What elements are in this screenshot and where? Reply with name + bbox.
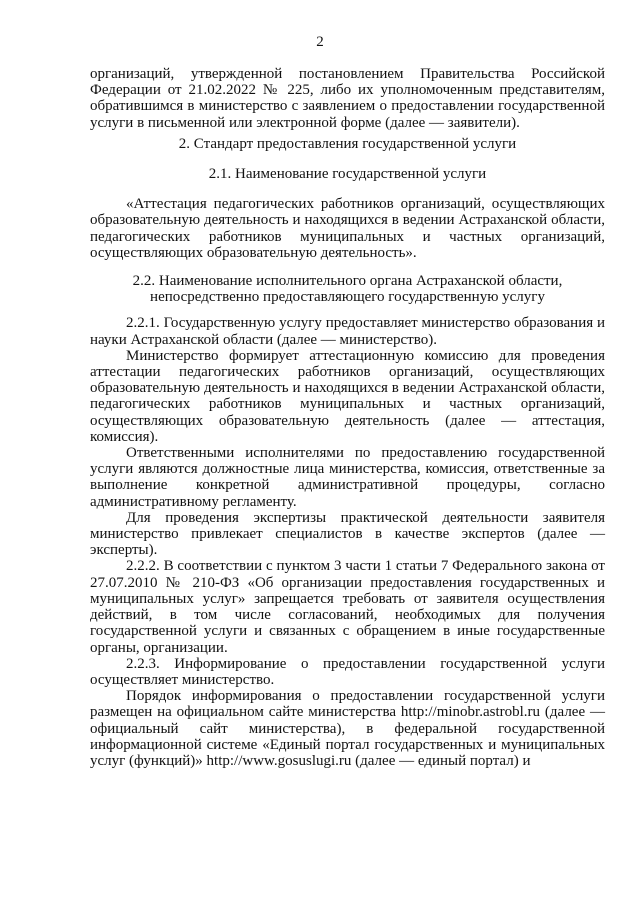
subsection-heading-2-2-line2: непосредственно предоставляющего государственную услугу <box>150 289 545 306</box>
paragraph-commission: Министерство формирует аттестационную комиссию для проведения аттестации педагогических работников организаций, осуществляющих образовательную деятельность и находящихся в ведении Астраханской области, педагогических работников муниципальных и частных организаций, осуществляющих образовательную деятельность (далее — аттестация, комиссия). <box>90 347 605 445</box>
paragraph-responsible: Ответственными исполнителями по предоставлению государственной услуги являются должностные лица министерства, комиссия, ответственные за выполнение конкретной административной процедуры, согласно административному регламенту. <box>90 445 605 510</box>
subsection-heading-2-2 <box>90 273 605 305</box>
paragraph-continuation: организаций, утвержденной постановлением Правительства Российской Федерации от 21.02.2022 № 225, либо их уполномоченным представителям, обратившимся в министерство с заявлением о предоставлении государственной услуги в письменной или электронной форме (далее — заявители). <box>90 66 605 131</box>
paragraph-2-2-1: 2.2.1. Государственную услугу предоставляет министерство образования и науки Астраханской области (далее — министерство). <box>90 315 605 348</box>
page-number: 2 <box>316 34 324 50</box>
paragraph-info-order: Порядок информирования о предоставлении государственной услуги размещен на официальном сайте министерства http://minobr.astrobl.ru (далее — официальный сайт министерства), в федеральной государственной информационной системе «Единый портал государственных и муниципальных услуг (функций)» http://www.gosuslugi.ru (далее — единый портал) и <box>90 688 605 769</box>
paragraph-2-2-3: 2.2.3. Информирование о предоставлении государственной услуги осуществляет министерство. <box>90 655 605 688</box>
paragraph-service-name: «Аттестация педагогических работников организаций, осуществляющих образовательную деятельность и находящихся в ведении Астраханской области, педагогических работников муниципальных и частных организаций, осуществляющих образовательную деятельность». <box>90 196 605 261</box>
subsection-heading-2-2-line1: 2.2. Наименование исполнительного органа Астраханской области, <box>132 273 563 290</box>
paragraph-experts: Для проведения экспертизы практической деятельности заявителя министерство привлекает специалистов в качестве экспертов (далее — эксперты). <box>90 509 605 559</box>
document-body <box>90 66 605 769</box>
section-heading-2: 2. Стандарт предоставления государственной услуги <box>178 135 517 152</box>
subsection-heading-2-1: 2.1. Наименование государственной услуги <box>208 166 487 183</box>
paragraph-2-2-2: 2.2.2. В соответствии с пунктом 3 части 1 статьи 7 Федерального закона от 27.07.2010 № 210-ФЗ «Об организации предоставления государственных и муниципальных услуг» запрещается требовать от заявителя осуществления действий, в том числе согласований, необходимых для получения государственной услуги и связанных с обращением в иные государственные органы, организации. <box>90 558 605 656</box>
